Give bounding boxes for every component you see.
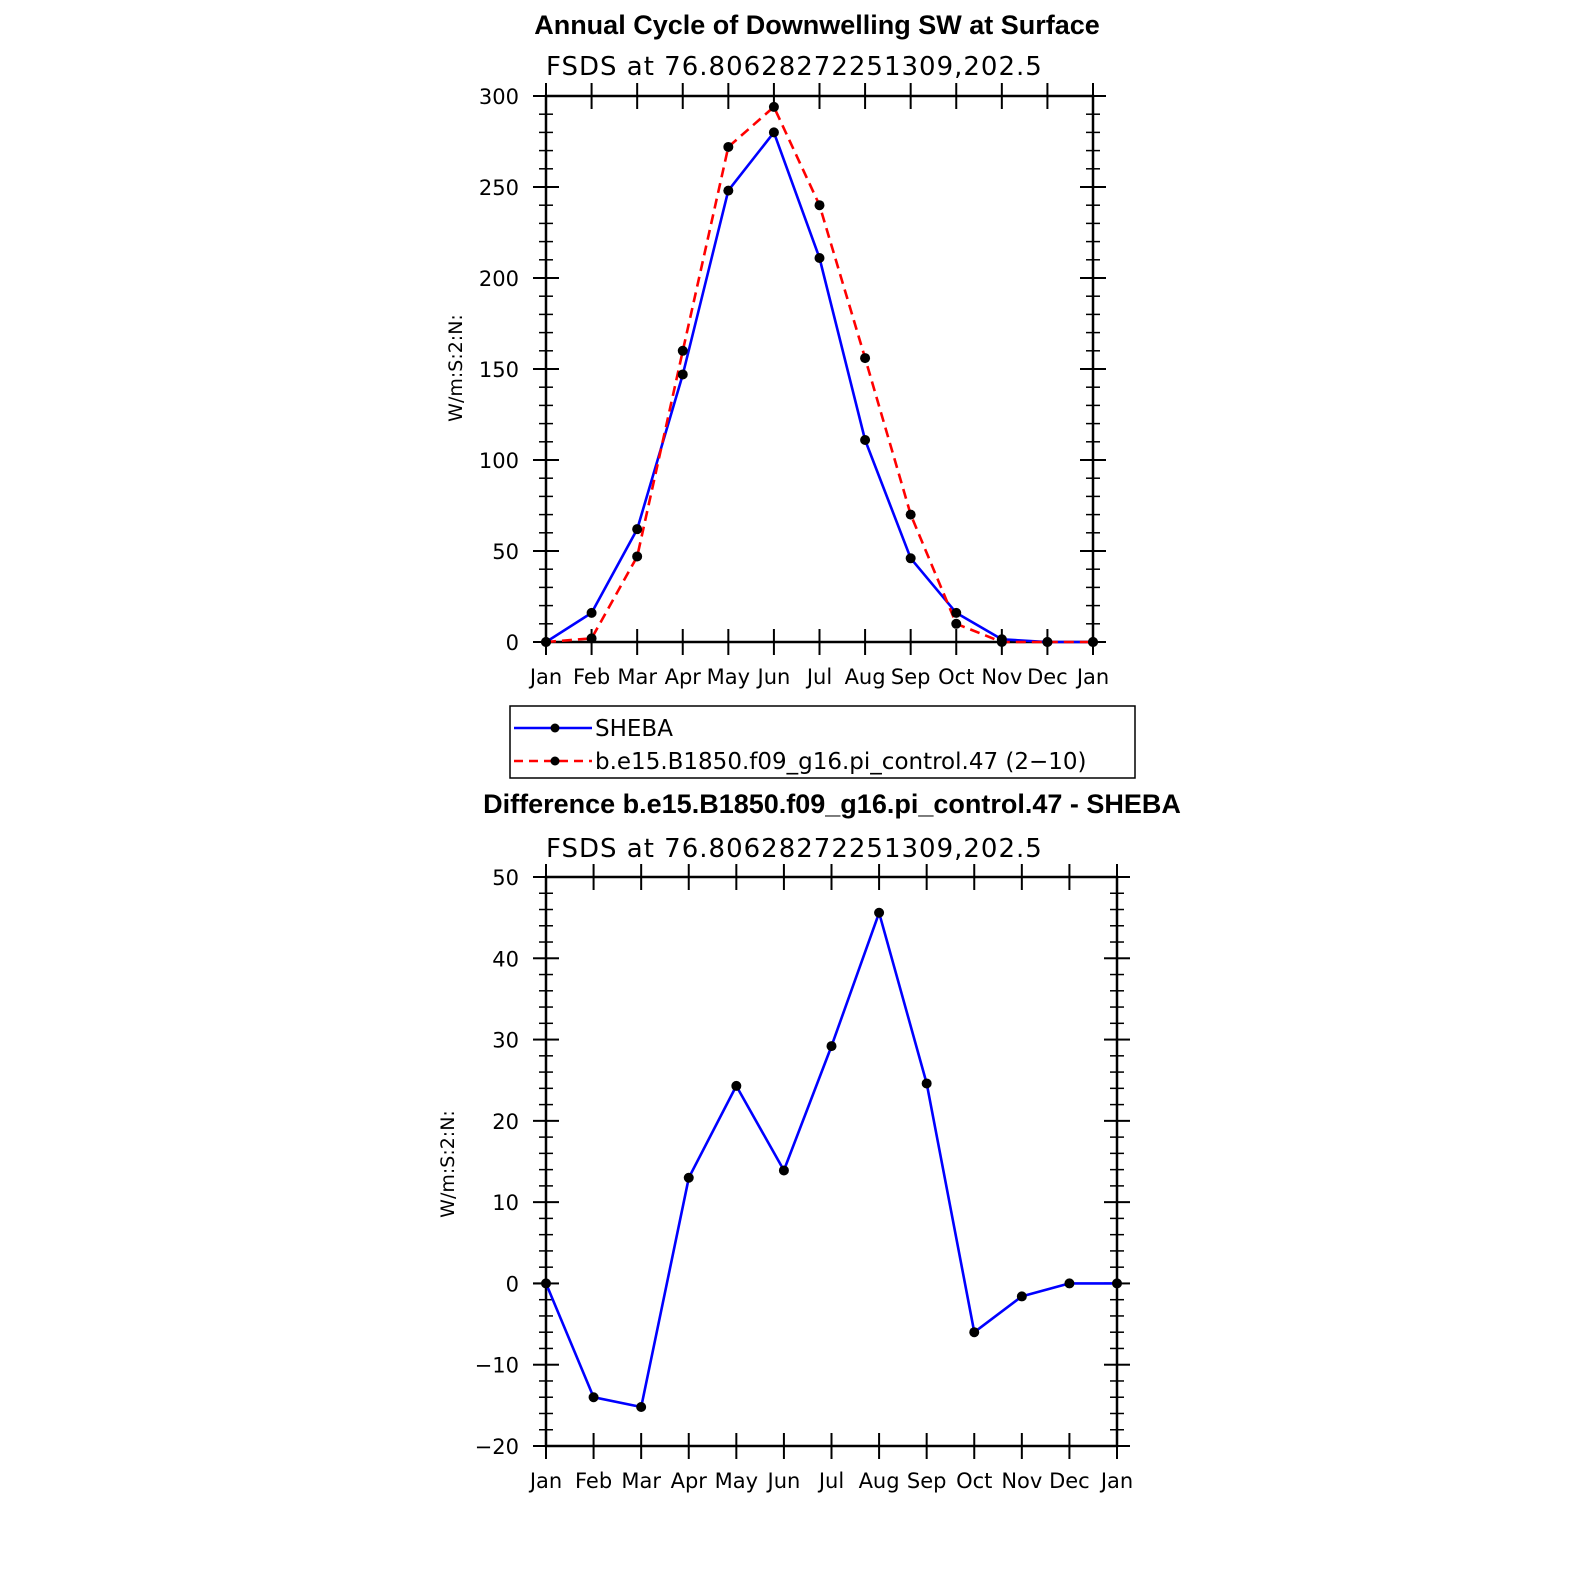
chart1-series-group xyxy=(541,102,1098,647)
legend-sheba-marker xyxy=(551,724,560,733)
chart1-series-1-point xyxy=(1042,637,1052,647)
chart1-series-1-point xyxy=(587,633,597,643)
chart1-series-0-point xyxy=(632,524,642,534)
chart2-ytick-label: −20 xyxy=(474,1435,519,1459)
chart1-xtick-label: Jun xyxy=(757,665,791,689)
chart2-ytick-label: 0 xyxy=(505,1272,519,1297)
chart2-series-0-point xyxy=(1064,1278,1074,1288)
chart2-xtick-label: Aug xyxy=(858,1469,900,1493)
chart2-xtick-label: Nov xyxy=(1001,1469,1043,1493)
chart2-series-0-point xyxy=(541,1278,551,1288)
chart1-series-0-point xyxy=(951,608,961,618)
chart1-ylabel: W/m:S:2:N: xyxy=(445,314,467,422)
chart1-xtick-label: May xyxy=(706,665,751,689)
chart2-series-0-point xyxy=(684,1173,694,1183)
chart2-xtick-label: Oct xyxy=(956,1469,993,1493)
chart1-xtick-label: Jan xyxy=(1076,665,1110,689)
legend-model-label: b.e15.B1850.f09_g16.pi_control.47 (2−10) xyxy=(595,749,1087,775)
chart1-ytick-label: 300 xyxy=(478,85,519,109)
chart1-xtick-label: Feb xyxy=(572,665,611,689)
chart1-series-1-point xyxy=(541,637,551,647)
chart1-xtick-label: Jul xyxy=(806,665,833,689)
chart1-series-1-point xyxy=(723,142,733,152)
chart2-series-0-point xyxy=(874,908,884,918)
legend xyxy=(510,706,1135,778)
chart1-series-0-point xyxy=(815,253,825,263)
chart1-series-1-point xyxy=(951,619,961,629)
chart1-series-1-point xyxy=(1088,637,1098,647)
chart2-series-group xyxy=(541,908,1122,1412)
legend-model-marker xyxy=(551,757,560,766)
chart1-xtick-label: Jan xyxy=(529,665,563,689)
chart1-title: Annual Cycle of Downwelling SW at Surface xyxy=(534,10,1100,40)
chart2-xtick-label: Dec xyxy=(1049,1469,1090,1493)
chart2-series-0-point xyxy=(779,1165,789,1175)
chart1-xtick-label: Sep xyxy=(890,665,931,689)
chart2-xtick-label: May xyxy=(714,1469,759,1493)
chart1-axes xyxy=(479,83,1109,689)
chart1-series-1-point xyxy=(997,637,1007,647)
chart2-xtick-label: Jun xyxy=(767,1469,801,1493)
chart1-series-0-point xyxy=(587,608,597,618)
chart2-series-0-point xyxy=(636,1402,646,1412)
chart1-series-1-line xyxy=(546,107,1093,642)
chart1-ytick-label: 150 xyxy=(478,358,519,382)
chart2-series-0-point xyxy=(589,1392,599,1402)
chart2-xtick-label: Sep xyxy=(906,1469,947,1493)
chart2-series-0-point xyxy=(922,1078,932,1088)
chart1-series-1-point xyxy=(860,353,870,363)
chart1-subtitle: FSDS at 76.80628272251309,202.5 xyxy=(546,52,1043,82)
chart1-series-1-point xyxy=(632,551,642,561)
chart1-series-0-point xyxy=(769,127,779,137)
chart2-ytick-label: 50 xyxy=(492,866,519,890)
chart1-ytick-label: 100 xyxy=(478,449,519,473)
chart2-xtick-label: Feb xyxy=(574,1469,613,1493)
chart1-series-1-point xyxy=(769,102,779,112)
chart1-series-1-point xyxy=(815,200,825,210)
chart2-title: Difference b.e15.B1850.f09_g16.pi_control.47 - SHEBA xyxy=(483,789,1181,819)
annual-cycle-chart xyxy=(445,10,1109,689)
chart2-series-0-point xyxy=(969,1327,979,1337)
chart2-plot-frame xyxy=(546,877,1117,1446)
chart2-xtick-label: Jan xyxy=(1100,1469,1134,1493)
chart2-series-0-point xyxy=(827,1041,837,1051)
chart1-series-1-point xyxy=(678,346,688,356)
chart1-ytick-label: 250 xyxy=(478,176,519,200)
chart2-ylabel: W/m:S:2:N: xyxy=(437,1110,459,1218)
chart2-axes xyxy=(475,864,1134,1493)
chart1-series-0-point xyxy=(906,553,916,563)
chart2-series-0-point xyxy=(731,1081,741,1091)
chart1-ytick-label: 200 xyxy=(478,267,519,291)
chart2-ytick-label: −10 xyxy=(474,1353,519,1378)
chart1-xtick-label: Oct xyxy=(938,665,975,689)
chart1-ytick-label: 50 xyxy=(492,540,519,564)
chart1-xtick-label: Nov xyxy=(981,665,1023,689)
chart2-ytick-label: 30 xyxy=(492,1028,519,1053)
chart1-plot-frame xyxy=(546,96,1093,642)
chart2-series-0-point xyxy=(1112,1278,1122,1288)
chart2-series-0-line xyxy=(546,913,1117,1407)
chart1-series-0-point xyxy=(723,186,733,196)
chart1-series-0-point xyxy=(860,435,870,445)
chart2-series-0-point xyxy=(1017,1291,1027,1301)
chart2-ytick-label: 10 xyxy=(492,1191,519,1216)
chart2-subtitle: FSDS at 76.80628272251309,202.5 xyxy=(546,834,1043,864)
chart2-ytick-label: 40 xyxy=(492,947,519,972)
chart2-xtick-label: Jan xyxy=(529,1469,563,1493)
chart1-xtick-label: Apr xyxy=(664,665,701,689)
chart2-xtick-label: Apr xyxy=(670,1469,707,1493)
chart1-series-0-point xyxy=(678,369,688,379)
chart1-xtick-label: Mar xyxy=(617,665,657,689)
chart1-xtick-label: Dec xyxy=(1027,665,1068,689)
chart1-xtick-label: Aug xyxy=(844,665,886,689)
chart1-series-1-point xyxy=(906,510,916,520)
chart2-ytick-label: 20 xyxy=(492,1109,519,1134)
chart1-ytick-label: 0 xyxy=(505,631,519,655)
chart2-xtick-label: Mar xyxy=(621,1469,661,1493)
difference-chart xyxy=(437,789,1181,1493)
chart2-xtick-label: Jul xyxy=(818,1469,845,1493)
legend-sheba-label: SHEBA xyxy=(595,716,673,742)
